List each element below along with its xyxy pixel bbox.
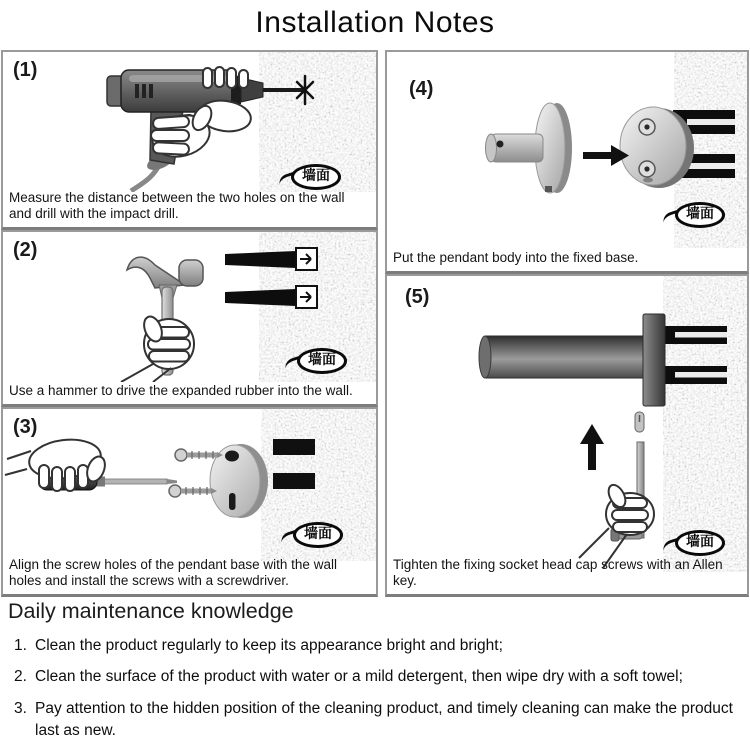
wall-label-bubble: [293, 522, 343, 548]
step-4-number: (4): [409, 78, 434, 100]
step-5-number: (5): [405, 286, 430, 308]
wall-label-bubble: [675, 530, 725, 556]
item-number: 1.: [14, 637, 27, 654]
step-3-number: (3): [13, 416, 38, 438]
step-panel-1: [1, 50, 378, 230]
maintenance-item: [14, 698, 746, 743]
mounted-pendant-icon: [479, 314, 665, 406]
step-1-caption: Measure the distance between the two holes on the wall and drill with the impact drill.: [9, 189, 345, 222]
step-panel-5: [385, 274, 749, 597]
allen-key-illustration: [387, 276, 747, 572]
maintenance-item: [14, 635, 746, 657]
item-text: Pay attention to the hidden position of the cleaning product, and timely cleaning can make the product last as new.: [35, 699, 733, 740]
step-1-number: (1): [13, 59, 38, 81]
wall-label: 墙面: [304, 526, 332, 542]
step-4-caption: Put the pendant body into the fixed base.: [393, 250, 639, 266]
wall-label-bubble: [675, 202, 725, 228]
step-panel-2: [1, 230, 378, 407]
step-5-caption: Tighten the fixing socket head cap screws with an Allen key.: [393, 556, 723, 589]
item-text: Clean the product regularly to keep its appearance bright and bright;: [35, 637, 503, 654]
set-screw-icon: [635, 412, 644, 432]
maintenance-item: [14, 666, 746, 688]
item-number: 2.: [14, 668, 27, 686]
pendant-body-icon: [486, 103, 573, 193]
item-text: Clean the surface of the product with water or a mild detergent, then wipe dry with a soft towel;: [35, 668, 683, 686]
wall-label-bubble: [291, 164, 341, 190]
step-2-number: (2): [13, 239, 38, 261]
step-2-caption: Use a hammer to drive the expanded rubber into the wall.: [9, 383, 353, 399]
arrow-up-icon: [580, 424, 604, 470]
wall-texture: [671, 276, 747, 572]
wall-label: 墙面: [302, 168, 330, 184]
maintenance-heading: Daily maintenance knowledge: [8, 599, 294, 623]
step-3-caption: Align the screw holes of the pendant base with the wall holes and install the screws with a screwdriver.: [9, 556, 337, 589]
fixed-base-icon: [620, 107, 694, 188]
item-number: 3.: [14, 699, 27, 717]
wall-label: 墙面: [308, 352, 336, 368]
hand-icon: [121, 314, 194, 382]
maintenance-section: [0, 599, 750, 750]
step-panel-4: [385, 50, 749, 274]
wall-label: 墙面: [686, 534, 714, 550]
wall-label-bubble: [297, 348, 347, 374]
page-title: Installation Notes: [255, 6, 495, 39]
wall-label: 墙面: [686, 206, 714, 222]
step-panel-3: [1, 407, 378, 597]
